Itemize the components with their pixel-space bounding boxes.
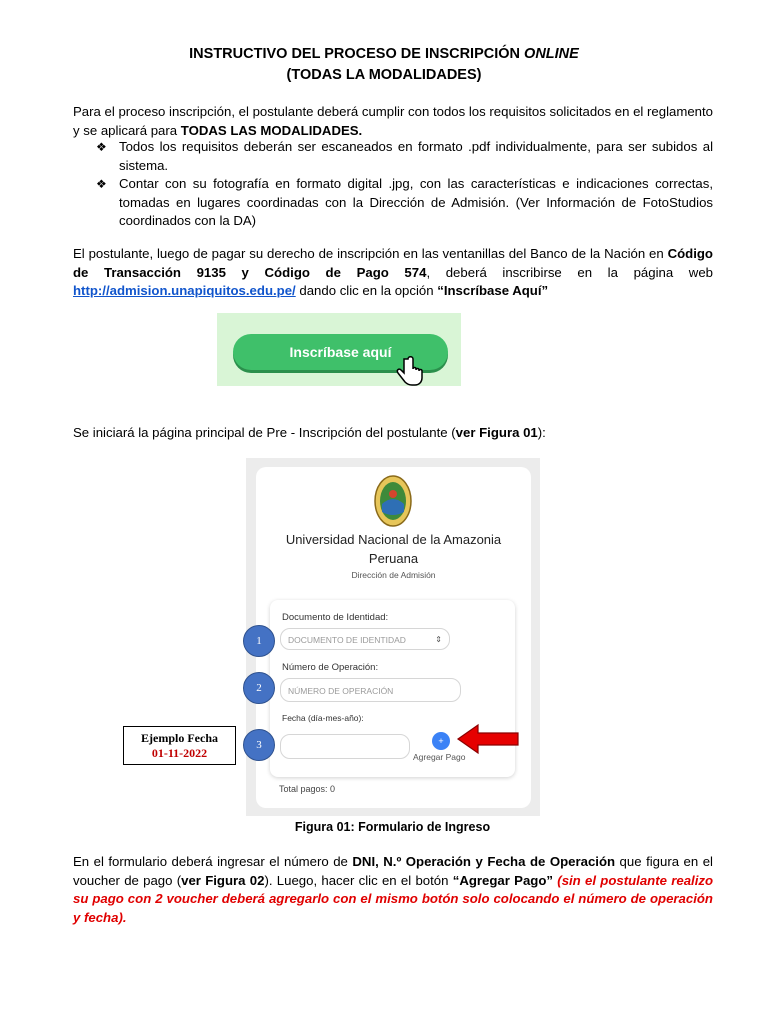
document-subtitle: (TODAS LA MODALIDADES) (286, 67, 482, 83)
instructions-text: ). Luego, hacer clic en el botón (264, 872, 453, 888)
step-circle-3: 3 (243, 729, 275, 761)
payment-text: dando clic en la opción (295, 283, 438, 298)
document-select[interactable] (280, 628, 450, 650)
admission-link[interactable]: http://admision.unapiquitos.edu.pe/ (73, 283, 296, 298)
add-payment-plus-button[interactable]: + (432, 732, 450, 750)
intro-bold: TODAS LAS MODALIDADES. (180, 122, 363, 138)
instructions-warning: (sin el postulante realizo su pago con 2 voucher deberá agregarlo con el mismo botón solo colocando el número de operación y fecha). (73, 872, 714, 925)
hand-pointer-icon (394, 355, 428, 389)
operation-label: Número de Operación: (282, 662, 379, 673)
diamond-bullet-icon: ❖ (96, 177, 107, 191)
document-label: Documento de Identidad: (282, 612, 389, 623)
admission-subtitle: Dirección de Admisión (351, 570, 436, 580)
bullet-item (96, 138, 713, 175)
date-label: Fecha (día-mes-año): (282, 713, 364, 723)
title-line1: INSTRUCTIVO DEL PROCESO DE INSCRIPCIÓN (189, 46, 525, 62)
red-arrow-icon (456, 723, 520, 755)
date-input[interactable] (280, 734, 410, 759)
preinscripcion-text: Se iniciará la página principal de Pre - Inscripción del postulante ( (73, 425, 456, 440)
instructions-text: En el formulario deberá ingresar el número de (73, 854, 353, 869)
payment-paragraph (73, 245, 713, 301)
university-name-line1: Universidad Nacional de la Amazonia (285, 532, 502, 547)
document-title (0, 44, 768, 64)
figure-reference: ver Figura 01 (455, 425, 538, 440)
preinscripcion-paragraph (73, 424, 713, 443)
payment-codes: Código de Transacción 9135 y Código de Pago 574 (73, 246, 713, 280)
instructions-fields: DNI, N.º Operación y Fecha de Operación (352, 854, 616, 869)
example-date-box (123, 726, 236, 765)
bullet-text: Todos los requisitos deberán ser escaneados en formato .pdf individualmente, para ser subidos al sistema. (119, 139, 713, 173)
diamond-bullet-icon: ❖ (96, 140, 107, 154)
instructions-text: que figura en el voucher de pago ( (73, 854, 713, 888)
step-circle-2: 2 (243, 672, 275, 704)
document-placeholder: DOCUMENTO DE IDENTIDAD (288, 635, 406, 645)
operation-input[interactable]: NÚMERO DE OPERACIÓN (280, 678, 461, 702)
intro-text: Para el proceso inscripción, el postulante deberá cumplir con todos los requisitos solicitados en el reglamento y se aplicará para (73, 104, 713, 138)
university-crest-icon (373, 474, 413, 528)
payment-text: , deberá inscribirse en la página web (426, 264, 713, 280)
total-payments: Total pagos: 0 (279, 784, 336, 794)
intro-paragraph (73, 103, 713, 140)
inscribase-button[interactable]: Inscríbase aquí (233, 334, 448, 370)
add-payment-label: Agregar Pago (413, 752, 466, 762)
university-name-line2: Peruana (368, 551, 419, 566)
step-circle-1: 1 (243, 625, 275, 657)
add-payment-reference: “Agregar Pago” (452, 872, 554, 888)
figure-caption: Figura 01: Formulario de Ingreso (294, 820, 491, 834)
updown-icon: ⇕ (435, 635, 442, 644)
figure-reference: ver Figura 02 (181, 872, 265, 888)
bullet-item (96, 175, 713, 231)
example-date-value: 01-11-2022 (151, 746, 208, 760)
bullet-text: Contar con su fotografía en formato digital .jpg, con las características e indicaciones correctas, tomadas en lugares coordinadas con la Dirección de Admisión. (Ver Información de FotoStudios coordinados con la DA) (119, 176, 713, 228)
instructions-paragraph (73, 853, 713, 927)
university-name (256, 530, 531, 568)
payment-option: “Inscríbase Aquí” (437, 283, 549, 298)
preinscripcion-end: ): (537, 425, 546, 440)
payment-text: El postulante, luego de pagar su derecho de inscripción en las ventanillas del Banco de la Nación en (73, 246, 668, 261)
title-online: ONLINE (524, 46, 579, 62)
example-date-title: Ejemplo Fecha (141, 731, 218, 745)
